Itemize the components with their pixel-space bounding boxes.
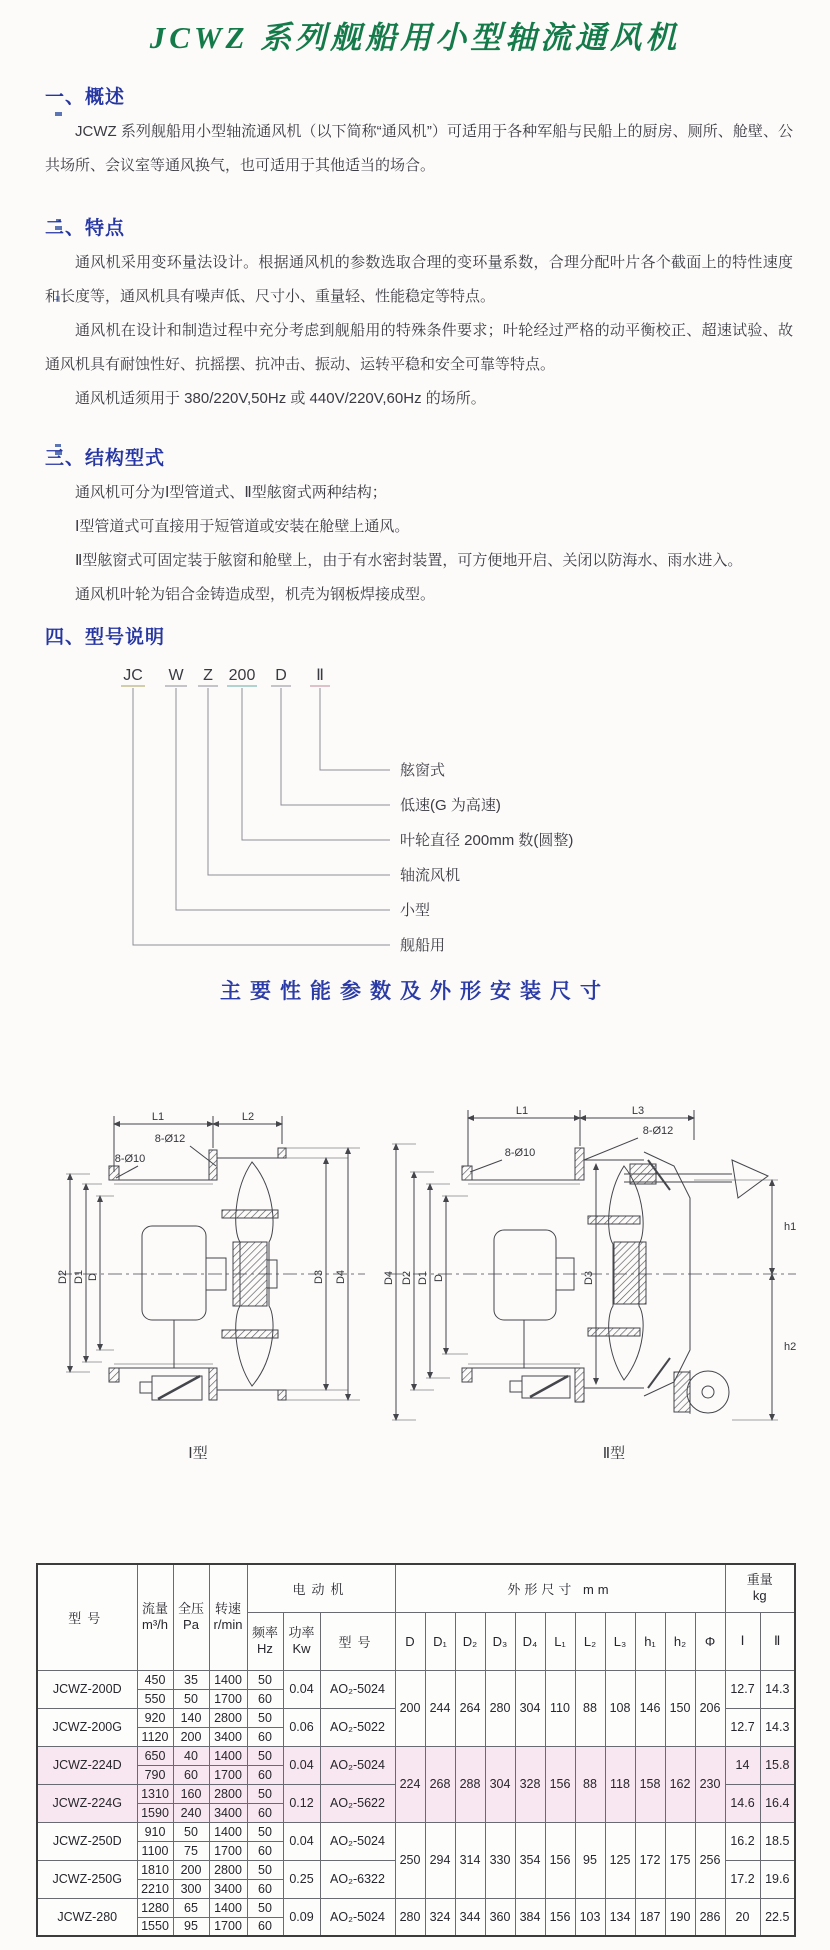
cell-dim: 190 xyxy=(665,1898,695,1936)
cell-weight: 16.2 xyxy=(725,1822,760,1860)
cell-frequency: 50 xyxy=(247,1746,283,1765)
col-dim: L₃ xyxy=(605,1612,635,1670)
cell-dim: 280 xyxy=(485,1670,515,1746)
cell-dim: 230 xyxy=(695,1746,725,1822)
model-designation-diagram xyxy=(0,652,830,972)
cell-speed: 1400 xyxy=(209,1746,247,1765)
dim-label-d: D xyxy=(87,1273,99,1281)
col-dims-group: 外形尺寸 mm xyxy=(395,1564,725,1612)
cell-weight: 14.6 xyxy=(725,1784,760,1822)
section-model-heading: 四、型号说明 xyxy=(45,627,166,648)
cell-pressure: 95 xyxy=(173,1917,209,1936)
model-label: 轴流风机 xyxy=(400,867,461,884)
cell-frequency: 50 xyxy=(247,1860,283,1879)
model-label: 小型 xyxy=(400,902,431,919)
col-dim: D₃ xyxy=(485,1612,515,1670)
dim-label-bolt10: 8-Ø10 xyxy=(504,1147,536,1159)
model-code: Z xyxy=(203,667,213,684)
col-dim: D₂ xyxy=(455,1612,485,1670)
page-title: JCWZ 系列舰船用小型轴流通风机 xyxy=(149,20,681,55)
cell-flow: 650 xyxy=(137,1746,173,1765)
cell-frequency: 60 xyxy=(247,1803,283,1822)
cell-speed: 1400 xyxy=(209,1670,247,1689)
performance-table xyxy=(36,1563,796,1937)
cell-dim: 344 xyxy=(455,1898,485,1936)
cell-dim: 314 xyxy=(455,1822,485,1898)
cell-speed: 1700 xyxy=(209,1765,247,1784)
model-label: 舰船用 xyxy=(400,937,446,954)
cell-weight: 14 xyxy=(725,1746,760,1784)
cell-speed: 1400 xyxy=(209,1822,247,1841)
cell-weight: 14.3 xyxy=(760,1670,795,1708)
cell-dim: 108 xyxy=(605,1670,635,1746)
cell-weight: 18.5 xyxy=(760,1822,795,1860)
cell-pressure: 300 xyxy=(173,1879,209,1898)
cell-dim: 103 xyxy=(575,1898,605,1936)
cell-power: 0.06 xyxy=(283,1708,320,1746)
dim-label-bolt10: 8-Ø10 xyxy=(114,1153,146,1165)
col-dim: D₄ xyxy=(515,1612,545,1670)
dim-label-bolt12: 8-Ø12 xyxy=(642,1125,674,1137)
section-structure xyxy=(45,443,793,612)
cell-weight: 12.7 xyxy=(725,1670,760,1708)
cell-pressure: 200 xyxy=(173,1860,209,1879)
cell-pressure: 240 xyxy=(173,1803,209,1822)
model-label: 舷窗式 xyxy=(400,762,446,779)
type-2-drawing xyxy=(372,1088,804,1472)
col-model: 型号 xyxy=(37,1564,137,1670)
cell-model: JCWZ-224D xyxy=(37,1746,137,1784)
table-row xyxy=(37,1746,795,1765)
paragraph: Ⅱ型舷窗式可固定装于舷窗和舱壁上，由于有水密封装置，可方便地开启、关闭以防海水、雨水进入。 xyxy=(75,552,743,569)
col-dim: h₁ xyxy=(635,1612,665,1670)
type-2-caption: Ⅱ型 xyxy=(602,1445,626,1462)
col-weight-group: 重量 kg xyxy=(725,1564,795,1612)
cell-flow: 910 xyxy=(137,1822,173,1841)
cell-dim: 88 xyxy=(575,1670,605,1746)
cell-dim: 268 xyxy=(425,1746,455,1822)
cell-weight: 19.6 xyxy=(760,1860,795,1898)
spec-table xyxy=(36,1563,796,1937)
cell-flow: 1120 xyxy=(137,1727,173,1746)
col-motor-model: 型号 xyxy=(320,1612,395,1670)
dim-label-d4: D4 xyxy=(335,1269,347,1285)
cell-speed: 3400 xyxy=(209,1727,247,1746)
cell-flow: 920 xyxy=(137,1708,173,1727)
cell-speed: 1700 xyxy=(209,1841,247,1860)
col-speed: 转速 r/min xyxy=(209,1564,247,1670)
cell-dim: 134 xyxy=(605,1898,635,1936)
cell-power: 0.04 xyxy=(283,1746,320,1784)
col-dim: h₂ xyxy=(665,1612,695,1670)
cell-dim: 304 xyxy=(485,1746,515,1822)
col-weight-1: Ⅰ xyxy=(725,1612,760,1670)
cell-dim: 328 xyxy=(515,1746,545,1822)
cell-flow: 1810 xyxy=(137,1860,173,1879)
cell-frequency: 50 xyxy=(247,1784,283,1803)
cell-dim: 264 xyxy=(455,1670,485,1746)
cell-dim: 125 xyxy=(605,1822,635,1898)
paragraph: Ⅰ型管道式可直接用于短管道或安装在舱壁上通风。 xyxy=(75,518,410,535)
cell-dim: 200 xyxy=(395,1670,425,1746)
cell-pressure: 60 xyxy=(173,1765,209,1784)
section-structure-heading: 三、结构型式 xyxy=(45,448,166,469)
cell-weight: 15.8 xyxy=(760,1746,795,1784)
cell-motor-model: AO₂-5622 xyxy=(320,1784,395,1822)
cell-frequency: 50 xyxy=(247,1670,283,1689)
cell-power: 0.04 xyxy=(283,1822,320,1860)
cell-pressure: 200 xyxy=(173,1727,209,1746)
cell-flow: 1100 xyxy=(137,1841,173,1860)
col-dim: L₂ xyxy=(575,1612,605,1670)
dim-label-d1: D1 xyxy=(417,1270,429,1286)
dim-label-d3: D3 xyxy=(313,1269,325,1285)
dim-label-h2: h2 xyxy=(784,1341,797,1353)
dim-label-d2: D2 xyxy=(401,1270,413,1286)
paragraph: 通风机叶轮为铝合金铸造成型，机壳为钢板焊接成型。 xyxy=(75,586,436,603)
cell-motor-model: AO₂-5022 xyxy=(320,1708,395,1746)
cell-frequency: 60 xyxy=(247,1727,283,1746)
cell-speed: 1700 xyxy=(209,1917,247,1936)
dim-label-l3: L3 xyxy=(631,1105,645,1117)
cell-dim: 156 xyxy=(545,1822,575,1898)
cell-motor-model: AO₂-5024 xyxy=(320,1670,395,1708)
cell-flow: 2210 xyxy=(137,1879,173,1898)
cell-frequency: 60 xyxy=(247,1841,283,1860)
cell-dim: 110 xyxy=(545,1670,575,1746)
model-code: 200 xyxy=(228,667,256,684)
cell-dim: 224 xyxy=(395,1746,425,1822)
cell-weight: 22.5 xyxy=(760,1898,795,1936)
cell-dim: 330 xyxy=(485,1822,515,1898)
cell-model: JCWZ-200D xyxy=(37,1670,137,1708)
cell-speed: 2800 xyxy=(209,1784,247,1803)
cell-pressure: 140 xyxy=(173,1708,209,1727)
cell-dim: 158 xyxy=(635,1746,665,1822)
col-motor-group: 电动机 xyxy=(247,1564,395,1612)
cell-model: JCWZ-280 xyxy=(37,1898,137,1936)
cell-flow: 1310 xyxy=(137,1784,173,1803)
cell-weight: 16.4 xyxy=(760,1784,795,1822)
cell-frequency: 60 xyxy=(247,1765,283,1784)
cell-pressure: 50 xyxy=(173,1689,209,1708)
cell-power: 0.25 xyxy=(283,1860,320,1898)
model-code: Ⅱ xyxy=(316,667,324,684)
cell-frequency: 50 xyxy=(247,1822,283,1841)
cell-speed: 1400 xyxy=(209,1898,247,1917)
cell-frequency: 60 xyxy=(247,1689,283,1708)
cell-pressure: 75 xyxy=(173,1841,209,1860)
section-overview-heading: 一、概述 xyxy=(45,87,126,108)
cell-frequency: 60 xyxy=(247,1917,283,1936)
cell-dim: 256 xyxy=(695,1822,725,1898)
cell-dim: 294 xyxy=(425,1822,455,1898)
cell-pressure: 65 xyxy=(173,1898,209,1917)
cell-dim: 118 xyxy=(605,1746,635,1822)
table-row xyxy=(37,1822,795,1841)
table-row xyxy=(37,1670,795,1689)
cell-speed: 2800 xyxy=(209,1860,247,1879)
cell-dim: 156 xyxy=(545,1898,575,1936)
cell-speed: 2800 xyxy=(209,1708,247,1727)
col-dim: D₁ xyxy=(425,1612,455,1670)
cell-dim: 88 xyxy=(575,1746,605,1822)
col-weight-2: Ⅱ xyxy=(760,1612,795,1670)
section-overview xyxy=(45,82,793,183)
cell-pressure: 160 xyxy=(173,1784,209,1803)
cell-dim: 162 xyxy=(665,1746,695,1822)
cell-flow: 550 xyxy=(137,1689,173,1708)
section-model xyxy=(45,622,793,655)
cell-speed: 1700 xyxy=(209,1689,247,1708)
table-row xyxy=(37,1898,795,1917)
dim-label-l1: L1 xyxy=(151,1111,165,1123)
cell-dim: 280 xyxy=(395,1898,425,1936)
cell-dim: 244 xyxy=(425,1670,455,1746)
paragraph: 通风机采用变环量法设计。根据通风机的参数选取合理的变环量系数，合理分配叶片各个截面上的特性速度和长度等，通风机具有噪声低、尺寸小、重量轻、性能稳定等特点。 xyxy=(45,254,793,305)
cell-dim: 95 xyxy=(575,1822,605,1898)
dim-label-bolt12: 8-Ø12 xyxy=(154,1133,186,1145)
cell-dim: 156 xyxy=(545,1746,575,1822)
type-1-drawing xyxy=(30,1092,375,1472)
cell-frequency: 50 xyxy=(247,1898,283,1917)
cell-pressure: 35 xyxy=(173,1670,209,1689)
section-features-heading: 二、特点 xyxy=(45,218,126,239)
dim-label-d4: D4 xyxy=(383,1270,395,1286)
dim-label-h1: h1 xyxy=(784,1221,797,1233)
cell-flow: 1590 xyxy=(137,1803,173,1822)
type-1-caption: Ⅰ型 xyxy=(188,1445,208,1462)
model-label: 叶轮直径 200mm 数(圆整) xyxy=(400,832,574,849)
cell-model: JCWZ-224G xyxy=(37,1784,137,1822)
model-code: JC xyxy=(123,667,143,684)
cell-power: 0.12 xyxy=(283,1784,320,1822)
cell-weight: 20 xyxy=(725,1898,760,1936)
dim-label-d1: D1 xyxy=(73,1269,85,1285)
cell-speed: 3400 xyxy=(209,1803,247,1822)
section-features xyxy=(45,213,793,416)
cell-dim: 175 xyxy=(665,1822,695,1898)
cell-motor-model: AO₂-5024 xyxy=(320,1822,395,1860)
cell-frequency: 50 xyxy=(247,1708,283,1727)
model-code: D xyxy=(275,667,287,684)
col-dim: L₁ xyxy=(545,1612,575,1670)
col-power: 功率 Kw xyxy=(283,1612,320,1670)
cell-dim: 146 xyxy=(635,1670,665,1746)
cell-weight: 17.2 xyxy=(725,1860,760,1898)
cell-dim: 288 xyxy=(455,1746,485,1822)
cell-dim: 206 xyxy=(695,1670,725,1746)
cell-flow: 790 xyxy=(137,1765,173,1784)
cell-power: 0.04 xyxy=(283,1670,320,1708)
cell-dim: 304 xyxy=(515,1670,545,1746)
cell-weight: 12.7 xyxy=(725,1708,760,1746)
model-code: W xyxy=(168,667,184,684)
cell-pressure: 40 xyxy=(173,1746,209,1765)
cell-speed: 3400 xyxy=(209,1879,247,1898)
dim-label-d: D xyxy=(433,1274,445,1282)
col-dim: D xyxy=(395,1612,425,1670)
cell-model: JCWZ-250D xyxy=(37,1822,137,1860)
paragraph: JCWZ 系列舰船用小型轴流通风机（以下简称“通风机”）可适用于各种军船与民船上的厨房、厕所、舱壁、公共场所、会议室等通风换气，也可适用于其他适当的场合。 xyxy=(45,123,793,174)
cell-dim: 150 xyxy=(665,1670,695,1746)
dim-label-d2: D2 xyxy=(57,1269,69,1285)
dim-label-d3: D3 xyxy=(583,1270,595,1286)
cell-power: 0.09 xyxy=(283,1898,320,1936)
model-label: 低速(G 为高速) xyxy=(400,797,501,814)
cell-dim: 286 xyxy=(695,1898,725,1936)
cell-dim: 172 xyxy=(635,1822,665,1898)
cell-motor-model: AO₂-5024 xyxy=(320,1746,395,1784)
cell-frequency: 60 xyxy=(247,1879,283,1898)
cell-dim: 360 xyxy=(485,1898,515,1936)
cell-flow: 1550 xyxy=(137,1917,173,1936)
paragraph: 通风机在设计和制造过程中充分考虑到舰船用的特殊条件要求；叶轮经过严格的动平衡校正、超速试验、故通风机具有耐蚀性好、抗摇摆、抗冲击、振动、运转平稳和安全可靠等特点。 xyxy=(45,322,793,373)
paragraph: 通风机可分为Ⅰ型管道式、Ⅱ型舷窗式两种结构； xyxy=(75,484,387,501)
col-flow: 流量 m³/h xyxy=(137,1564,173,1670)
cell-model: JCWZ-250G xyxy=(37,1860,137,1898)
cell-flow: 1280 xyxy=(137,1898,173,1917)
col-dim: Φ xyxy=(695,1612,725,1670)
col-pressure: 全压 Pa xyxy=(173,1564,209,1670)
parameters-heading: 主要性能参数及外形安装尺寸 xyxy=(220,980,610,1003)
cell-motor-model: AO₂-5024 xyxy=(320,1898,395,1936)
cell-model: JCWZ-200G xyxy=(37,1708,137,1746)
cell-flow: 450 xyxy=(137,1670,173,1689)
cell-dim: 187 xyxy=(635,1898,665,1936)
cell-dim: 324 xyxy=(425,1898,455,1936)
cell-dim: 384 xyxy=(515,1898,545,1936)
cell-motor-model: AO₂-6322 xyxy=(320,1860,395,1898)
dim-label-l1: L1 xyxy=(515,1105,529,1117)
dim-label-l2: L2 xyxy=(241,1111,255,1123)
paragraph: 通风机适须用于 380/220V,50Hz 或 440V/220V,60Hz 的场所。 xyxy=(75,390,486,407)
cell-pressure: 50 xyxy=(173,1822,209,1841)
cell-dim: 250 xyxy=(395,1822,425,1898)
cell-dim: 354 xyxy=(515,1822,545,1898)
cell-weight: 14.3 xyxy=(760,1708,795,1746)
col-frequency: 频率 Hz xyxy=(247,1612,283,1670)
